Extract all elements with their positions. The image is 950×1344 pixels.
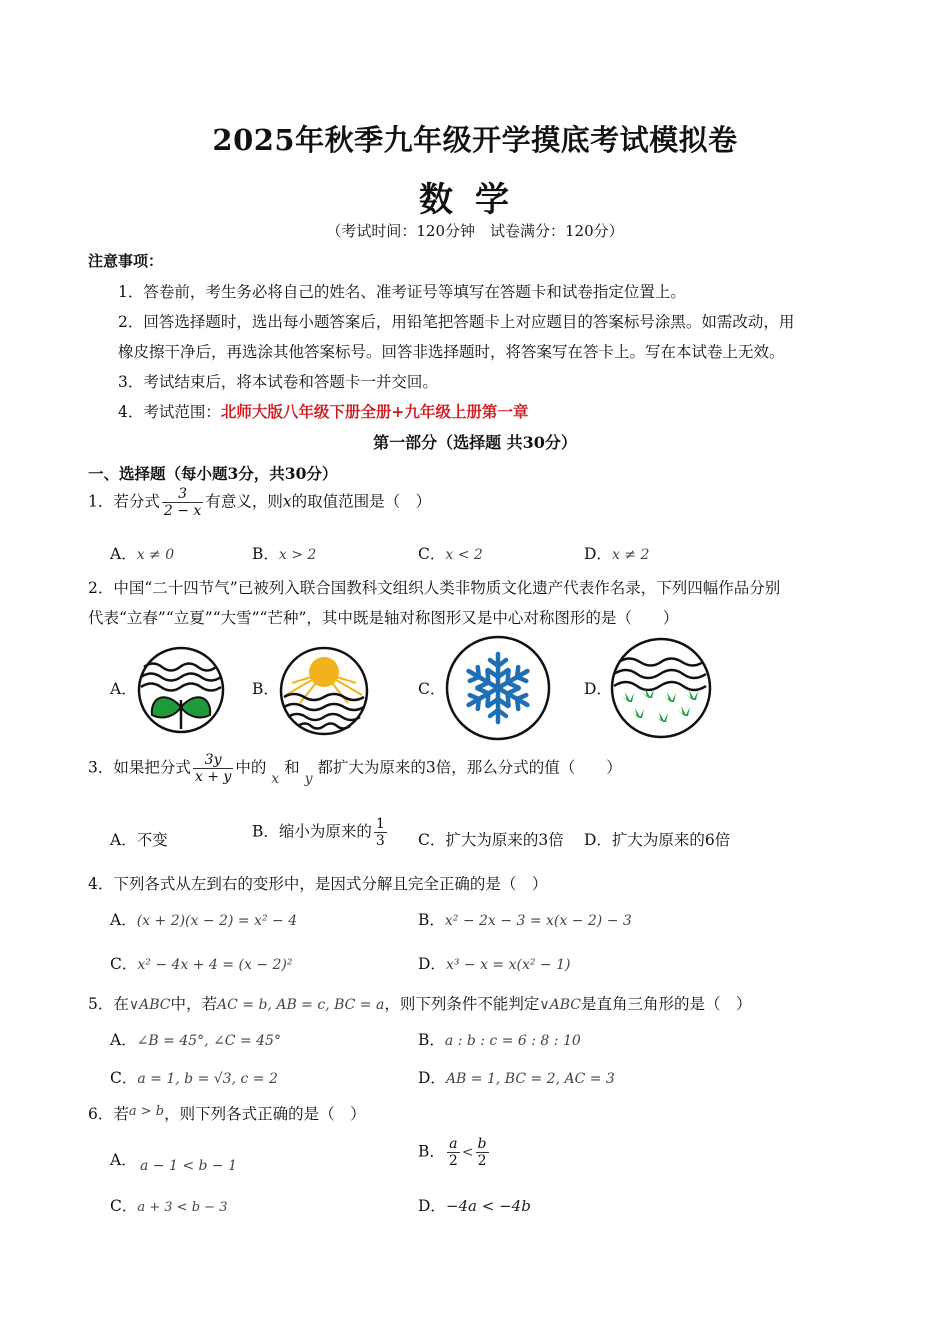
question-2-line-1: 2．中国“二十四节气”已被列入联合国教科文组织人类非物质文化遗产代表作名录，下列四幅作品分别 (88, 579, 781, 597)
q3-option-b: B．缩小为原来的 $\frac{1}{3}$ (252, 816, 385, 850)
scope-value: 北师大版八年级下册全册+九年级上册第一章 (220, 402, 529, 421)
question-5-stem: 5．在∨ABC中，若AC = b, AB = c, BC = a，则下列条件不能判定∨ABC是直角三角形的是（ ） (88, 995, 752, 1013)
exam-title: 2025年秋季九年级开学摸底考试模拟卷 (212, 123, 738, 157)
q3-denominator: x + y (194, 769, 232, 786)
subject-title: 数学 (419, 180, 531, 220)
notice-item-4 (118, 400, 528, 422)
grass-image (609, 636, 713, 740)
sun-image (278, 645, 370, 737)
q3-numerator: 3y (204, 752, 222, 768)
q6-option-c: C．a + 3 < b − 3 (110, 1197, 228, 1215)
question-4-stem: 4．下列各式从左到右的变形中，是因式分解且完全正确的是（ ） (88, 875, 548, 893)
q6-condition: a > b (128, 1104, 165, 1119)
question-1-stem (88, 486, 431, 519)
scope-label: 4．考试范围： (118, 403, 221, 421)
notice-heading: 注意事项： (88, 252, 164, 270)
sprout-image (136, 645, 226, 735)
q2-label-a: A． (110, 680, 137, 698)
q4-option-b: B．x² − 2x − 3 = x(x − 2) − 3 (418, 911, 632, 929)
notice-item-2-cont: 橡皮擦干净后，再选涂其他答案标号。回答非选择题时，将答案写在答卡上。写在本试卷上无效。 (118, 343, 785, 361)
q1-suffix-b: 的取值范围是（ ） (291, 492, 432, 511)
q5-option-a: A．∠B = 45°, ∠C = 45° (110, 1031, 281, 1049)
question-6-stem: 6．若$^{a > b}$，则下列各式正确的是（ ） (88, 1104, 366, 1123)
q5-triangle-2: ∨ABC (539, 997, 581, 1013)
notice-item-2: 2．回答选择题时，选出每小题答案后，用铅笔把答题卡上对应题目的答案标号涂黑。如需改动，用 (118, 313, 795, 331)
question-2-line-2: 代表“立春”“立夏”“大雪”“芒种”，其中既是轴对称图形又是中心对称图形的是（ ） (88, 609, 679, 627)
q3-mid-a: 中的 (235, 758, 267, 777)
q5-option-d: D．AB = 1, BC = 2, AC = 3 (418, 1069, 615, 1087)
q2-label-c: C． (418, 680, 446, 698)
q1-var: x (282, 492, 292, 511)
q3-mid-b: 和 (284, 758, 300, 777)
q3-suffix: 都扩大为原来的3倍，那么分式的值（ ） (317, 758, 622, 777)
q3-option-a: A．不变 (110, 831, 168, 849)
q1-option-d: D．x ≠ 2 (584, 545, 650, 563)
q3-var-x: x (271, 770, 280, 787)
q1-fraction (162, 486, 203, 519)
q4-option-c: C．x² − 4x + 4 = (x − 2)² (110, 955, 293, 973)
question-3-stem (88, 752, 622, 800)
q1-prefix: 1．若分式 (88, 492, 160, 511)
q1-option-b: B．x > 2 (252, 545, 317, 563)
q4-option-a: A．(x + 2)(x − 2) = x² − 4 (110, 911, 298, 929)
notice-item-1: 1．答卷前，考生务必将自己的姓名、准考证号等填写在答题卡和试卷指定位置上。 (118, 283, 686, 301)
snowflake-image (444, 634, 552, 742)
section-title: 一、选择题（每小题3分，共30分） (88, 464, 338, 483)
q3-var-y: y (304, 770, 313, 787)
q6-option-d: D．−4a < −4b (418, 1197, 531, 1215)
q5-condition: AC = b, AB = c, BC = a (217, 997, 385, 1013)
q2-label-d: D． (584, 680, 612, 698)
q6-option-a-value: a − 1 < b − 1 (140, 1158, 238, 1174)
q1-denominator: 2 − x (163, 503, 202, 520)
q1-option-c: C．x < 2 (418, 545, 483, 563)
q1-numerator: 3 (178, 486, 188, 502)
q3-optb-fraction: $\frac{1}{3}$ (375, 816, 385, 850)
q3-fraction (193, 752, 233, 785)
q6-option-b: B． $\frac{a}{2}$ < $\frac{b}{2}$ (418, 1136, 487, 1170)
q5-option-b: B．a : b : c = 6 : 8 : 10 (418, 1031, 581, 1049)
q3-option-c: C．扩大为原来的3倍 (418, 831, 564, 849)
q5-triangle-1: ∨ABC (128, 997, 171, 1013)
q1-suffix-a: 有意义，则 (205, 492, 283, 511)
notice-item-3: 3．考试结束后，将本试卷和答题卡一并交回。 (118, 373, 438, 391)
q5-option-c: C．a = 1, b = √3, c = 2 (110, 1069, 278, 1087)
time-info: （考试时间：120分钟 试卷满分：120分） (326, 222, 624, 240)
q4-option-d: D．x³ − x = x(x² − 1) (418, 955, 571, 973)
q2-label-b: B． (252, 680, 279, 698)
q3-option-d: D．扩大为原来的6倍 (584, 831, 731, 849)
part-title: 第一部分（选择题 共30分） (373, 433, 577, 452)
q6-option-a-label: A． (110, 1151, 137, 1169)
q3-prefix: 3．如果把分式 (88, 758, 191, 777)
q1-option-a: A．x ≠ 0 (110, 545, 175, 563)
